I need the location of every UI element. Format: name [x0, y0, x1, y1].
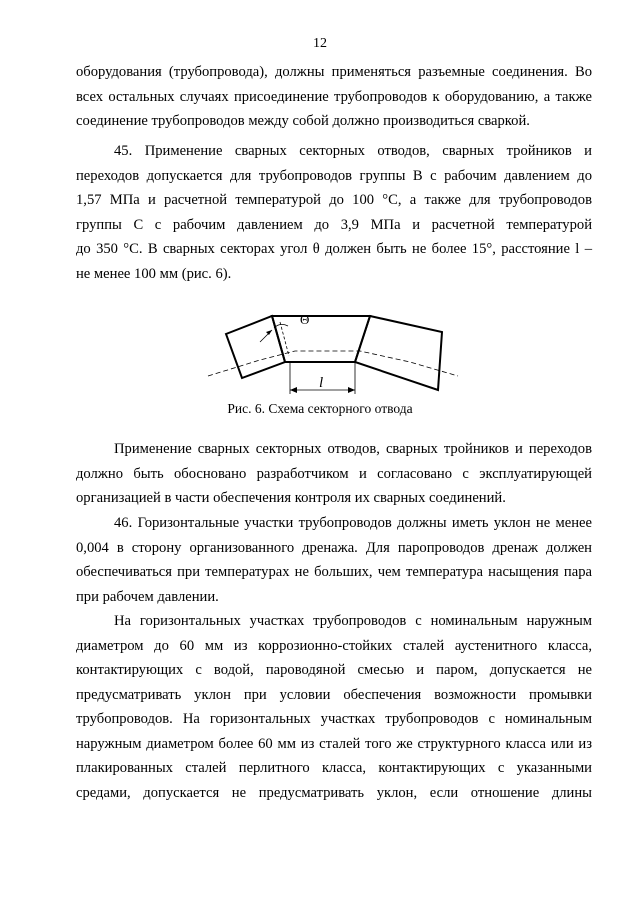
text-line: трубопроводов. На горизонтальных участках трубопроводов с номинальным [76, 711, 592, 727]
left-pipe-segment [226, 316, 285, 378]
length-label: l [319, 375, 324, 391]
dimension-arrow-right [348, 387, 355, 393]
page-number: 12 [313, 36, 327, 51]
dimension-arrow-left [290, 387, 297, 393]
paragraph-45 [76, 139, 592, 286]
centerline [208, 351, 458, 376]
text-line: плакированных сталей перлитного класса, контактирующих с указанными [76, 760, 592, 776]
text-line: предусматривать уклон при условии обеспечения возможности промывки [76, 686, 592, 703]
text-line: должно быть обосновано разработчиком и согласовано с эксплуатирующей [76, 465, 592, 482]
theta-label: Θ [300, 312, 310, 327]
text-line: диаметром до 60 мм из коррозионно-стойких сталей аустенитного класса, [76, 637, 592, 654]
text-line: переходов допускается для трубопроводов группы В с рабочим давлением до [76, 167, 592, 184]
middle-sector [272, 316, 370, 362]
text-line: оборудования (трубопровода), должны применяться разъемные соединения. Во [76, 64, 592, 80]
figure-caption: Рис. 6. Схема секторного отвода [227, 401, 413, 416]
text-line: соединение трубопроводов между собой должно производиться сваркой. [76, 113, 530, 129]
text-line: 45. Применение сварных секторных отводов, сварных тройников и [114, 143, 592, 159]
text-line: не менее 100 мм (рис. 6). [76, 265, 232, 282]
paragraph-46 [76, 511, 592, 609]
paragraph-intro [76, 60, 592, 134]
text-line: 46. Горизонтальные участки трубопроводов должны иметь уклон не менее [114, 515, 592, 531]
text-line: средами, допускается не предусматривать уклон, если отношение длины [76, 784, 592, 801]
text-line: при рабочем давлении. [76, 588, 219, 605]
text-line: обеспечиваться при температурах не больших, чем температура насыщения пара [76, 564, 592, 580]
text-line: наружным диаметром более 60 мм из сталей того же структурного класса или из [76, 735, 592, 752]
angle-arrow-head [266, 330, 272, 335]
sector-bend-figure [200, 304, 470, 400]
text-line: контактирующих с водой, пароводяной смесью и паром, допускается не [76, 662, 592, 678]
text-line: На горизонтальных участках трубопроводов с номинальным наружным [114, 613, 592, 629]
text-line: всех остальных случаях присоединение трубопроводов к оборудованию, а также [76, 88, 592, 105]
text-line: до 350 °С. В сварных секторах угол θ должен быть не более 15°, расстояние l – [76, 241, 592, 257]
text-line: Применение сварных секторных отводов, сварных тройников и переходов [114, 441, 592, 457]
text-line: 1,57 МПа и расчетной температурой до 100 °С, а также для трубопроводов [76, 192, 592, 208]
text-line: 0,004 в сторону организованного дренажа. Для паропроводов дренаж должен [76, 539, 592, 556]
paragraph-horizontal-sections [76, 609, 592, 805]
paragraph-justification [76, 437, 592, 511]
text-line: группы С с рабочим давлением до 3,9 МПа и расчетной температурой [76, 216, 592, 233]
text-line: организацией в части обеспечения контроля их сварных соединений. [76, 490, 506, 506]
